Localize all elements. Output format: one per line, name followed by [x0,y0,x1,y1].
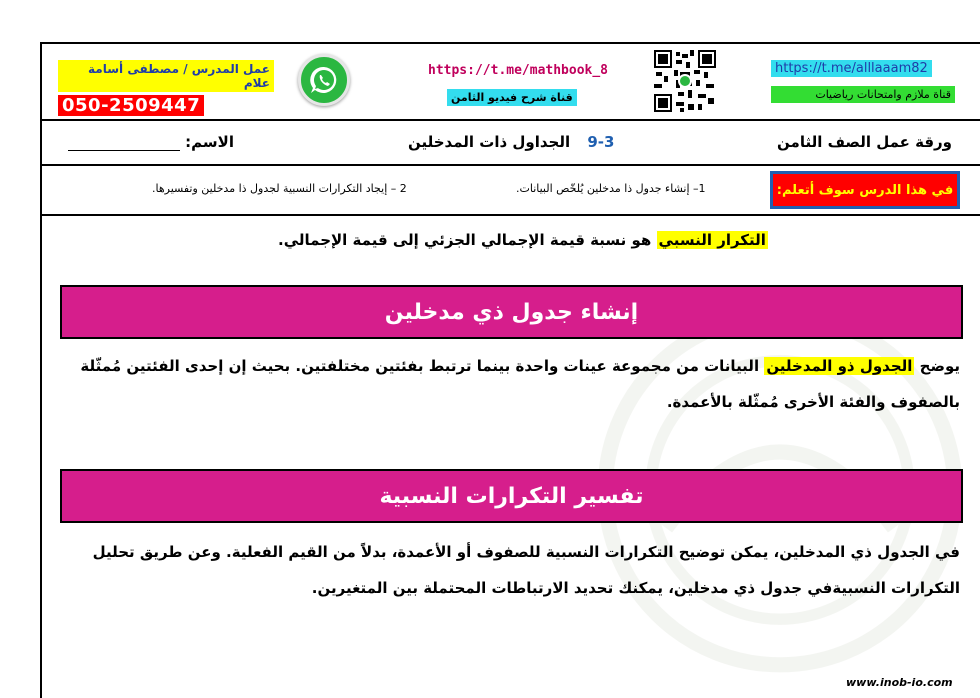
notes-channel-link[interactable]: https://t.me/alllaaam82 [771,60,932,77]
lesson-title [408,133,614,151]
whatsapp-icon[interactable] [298,54,350,106]
objectives-divider [40,214,980,216]
objective-item-1: 1– إنشاء جدول ذا مدخلين يُلخّص البيانات. [516,182,706,195]
notes-channel-caption: قناة ملازم وامتحانات رياضيات [771,86,955,103]
footer-site: www.inob-io.com [846,676,953,689]
header-divider [40,119,980,121]
section2-paragraph: في الجدول ذي المدخلين، يمكن توضيح التكرارات النسبية للصفوف أو الأعمدة، بدلاً من القيم الفعلية. وعن طريق تحليل التكرارات النسبيةفي جدول ذي مدخلين، يمكنك تحديد الارتباطات المحتملة بين المتغيرين. [92,543,960,597]
video-channel-caption: قناة شرح فيديو الثامن [447,89,577,106]
qr-code-icon [654,50,716,112]
objective-item-2: 2 – إيجاد التكرارات النسبية لجدول ذا مدخلين وتفسيرها. [152,182,407,195]
worksheet-title: ورقة عمل الصف الثامن [777,133,952,151]
definition-term: التكرار النسبي [658,231,766,249]
definition [278,231,768,249]
lesson-number: 9-3 [587,133,615,151]
name-label: الاسم: [185,133,234,151]
section1-prefix: يوضح [914,357,960,375]
name-blank[interactable] [68,137,180,151]
section1-term: الجدول ذو المدخلين [766,357,913,375]
section-heading-two-way-table: إنشاء جدول ذي مدخلين [60,285,963,339]
video-channel-link[interactable]: https://t.me/mathbook_8 [428,63,609,78]
section-heading-relative-frequencies: تفسير التكرارات النسبية [60,469,963,523]
student-name-field[interactable] [64,133,234,151]
lesson-name: الجداول ذات المدخلين [408,133,571,151]
title-divider [40,164,980,166]
teacher-block [58,60,274,116]
objectives-label: في هذا الدرس سوف أتعلم: [770,171,960,209]
section1-paragraph [80,348,960,420]
teacher-phone: 050-2509447 [58,95,204,116]
teacher-name: عمل المدرس / مصطفى أسامة علام [58,60,274,92]
section1-text: البيانات من مجموعة عينات واحدة بينما ترتبط بفئتين مختلفتين. بحيث إن إحدى الفئتين مُمثّلة بالصفوف والفئة الأخرى مُمثّلة بالأعمدة. [80,357,960,411]
definition-text: هو نسبة قيمة الإجمالي الجزئي إلى قيمة الإجمالي. [278,231,657,249]
